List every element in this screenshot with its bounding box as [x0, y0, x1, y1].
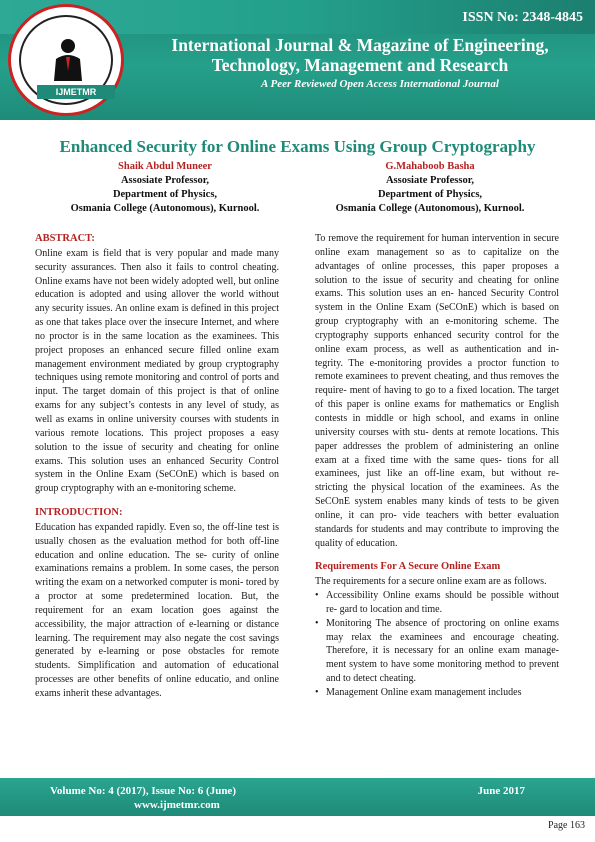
- bullet-icon: •: [315, 617, 319, 629]
- requirements-intro: The requirements for a secure online exam are as follows.: [315, 576, 547, 588]
- author-name: Shaik Abdul Muneer: [118, 161, 212, 172]
- author-role: Assosiate Professor,: [120, 175, 210, 186]
- list-item: [315, 589, 559, 617]
- logo-inner-ring: [19, 15, 113, 105]
- requirements-heading: Requirements For A Secure Online Exam: [315, 561, 501, 573]
- footer-date: June 2017: [477, 785, 525, 797]
- journal-title-line2: Technology, Management and Research: [211, 55, 509, 75]
- right-column: [315, 232, 559, 700]
- logo-text: IJMETMR: [37, 85, 115, 99]
- author-department: Department of Physics,: [377, 189, 483, 200]
- paper-title: Enhanced Security for Online Exams Using Group Cryptography: [59, 137, 536, 156]
- introduction-text: Education has expanded rapidly. Even so, the off-line test is usually chosen as the evaluation method for both off-line education and online education. The se- curity of online examinations remains a problem. In some cases, the person writing the exam on a networked computer is moni- tored by a proctor at some predetermined location. But, the requirement for an exam location goes against the accessibility, the major attraction of e-learning or distance learning. The requirement may also negate the cost savings generated by e-learning or pose obstacles for remote students. Simplification and automation of educational processes are other benefits of online educatio, and online exams inherit these advantages.: [35, 521, 279, 699]
- introduction-heading: INTRODUCTION:: [35, 507, 123, 519]
- author-name: G.Mahaboob Basha: [385, 161, 475, 172]
- footer-volume: Volume No: 4 (2017), Issue No: 6 (June): [50, 785, 236, 797]
- author-block-2: [305, 160, 555, 216]
- author-organization: Osmania College (Autonomous), Kurnool.: [335, 203, 525, 214]
- bullet-icon: •: [315, 687, 319, 698]
- journal-title-line1: International Journal & Magazine of Engineering,: [171, 35, 549, 55]
- issn-number: ISSN No: 2348-4845: [462, 10, 583, 25]
- page-number: Page 163: [548, 820, 585, 831]
- bullet-icon: •: [315, 590, 319, 602]
- left-column: [35, 232, 279, 711]
- body-paragraph: To remove the requirement for human intervention in secure online exam management so as to capitalize on the advantages of online processes, this paper proposes a solution to the issue of security and cheating for online exams. This solution uses an en- hanced Security Control system in the Online Exam (SeCOnE) which is based on group cryptography with an e-monitoring scheme. The cryptography supports enhanced security control for the online exam process, as well as authentication and in- tegrity. The e-monitoring provides a proctor function to remote examinees to prevent cheating, and thus removes the require- ment of having to go to a fixed location. The target of this paper is online exams for mathematics or English contests in middle or high school, and exams in online university courses with stu- dents at remote locations. This paper addresses the problem of administering an online exam at a fixed time with the same ques- tions for all examinees, just like an off-line exam, but without re- stricting the physical location of the examinees. As the SeCOnE system enables many kinds of tests to be given online, it can pro- vide teachers with better evaluation standards for students and may contribute to improving the quality of education.: [315, 233, 559, 549]
- abstract-heading: ABSTRACT:: [35, 233, 95, 244]
- journal-title: [140, 35, 580, 75]
- author-block-1: [40, 160, 290, 216]
- list-item-text: Management Online exam management includes: [326, 687, 522, 698]
- journal-header: [0, 0, 595, 120]
- journal-subtitle: A Peer Reviewed Open Access International Journal: [261, 78, 499, 90]
- list-item: [315, 686, 559, 700]
- list-item: [315, 617, 559, 686]
- journal-logo: [8, 4, 124, 116]
- requirements-list: [315, 589, 559, 700]
- author-role: Assosiate Professor,: [385, 175, 475, 186]
- list-item-text: Accessibility Online exams should be possible without re- gard to location and time.: [326, 590, 559, 615]
- person-icon: [51, 37, 85, 83]
- journal-footer: [0, 778, 595, 816]
- abstract-text: Online exam is field that is very popular and made many security assurances. Then also it fails to control cheating. Online exams have not been widely adopted well, but online education is adopted and using allover the world without any security issues. An online exam is defined in this project as one that takes place over the insecure Internet, and where no proctor is in the same location as the examinees. This project proposes an enhanced secure filled online exam management environment mediated by group cryptography techniques using remote monitoring and control of ports and input. The target domain of this project is that of online exams for any subject’s contests in any level of study, as well as exams in online university courses with students in various remote locations. This project proposes a easy solution to the issue of security and cheating for online exams. This solution uses an enhanced Security Control system in the Online Exam (SeCOnE) which is based on group cryptography with an e-monitoring scheme.: [35, 247, 279, 495]
- footer-website-link[interactable]: www.ijmetmr.com: [134, 799, 220, 811]
- author-organization: Osmania College (Autonomous), Kurnool.: [70, 203, 260, 214]
- author-department: Department of Physics,: [112, 189, 218, 200]
- list-item-text: Monitoring The absence of proctoring on online exams may relax the examinees and encourage cheating. Therefore, it is necessary for an online exam manage- ment system to have some monitoring method to prevent and to detect cheating.: [326, 617, 559, 685]
